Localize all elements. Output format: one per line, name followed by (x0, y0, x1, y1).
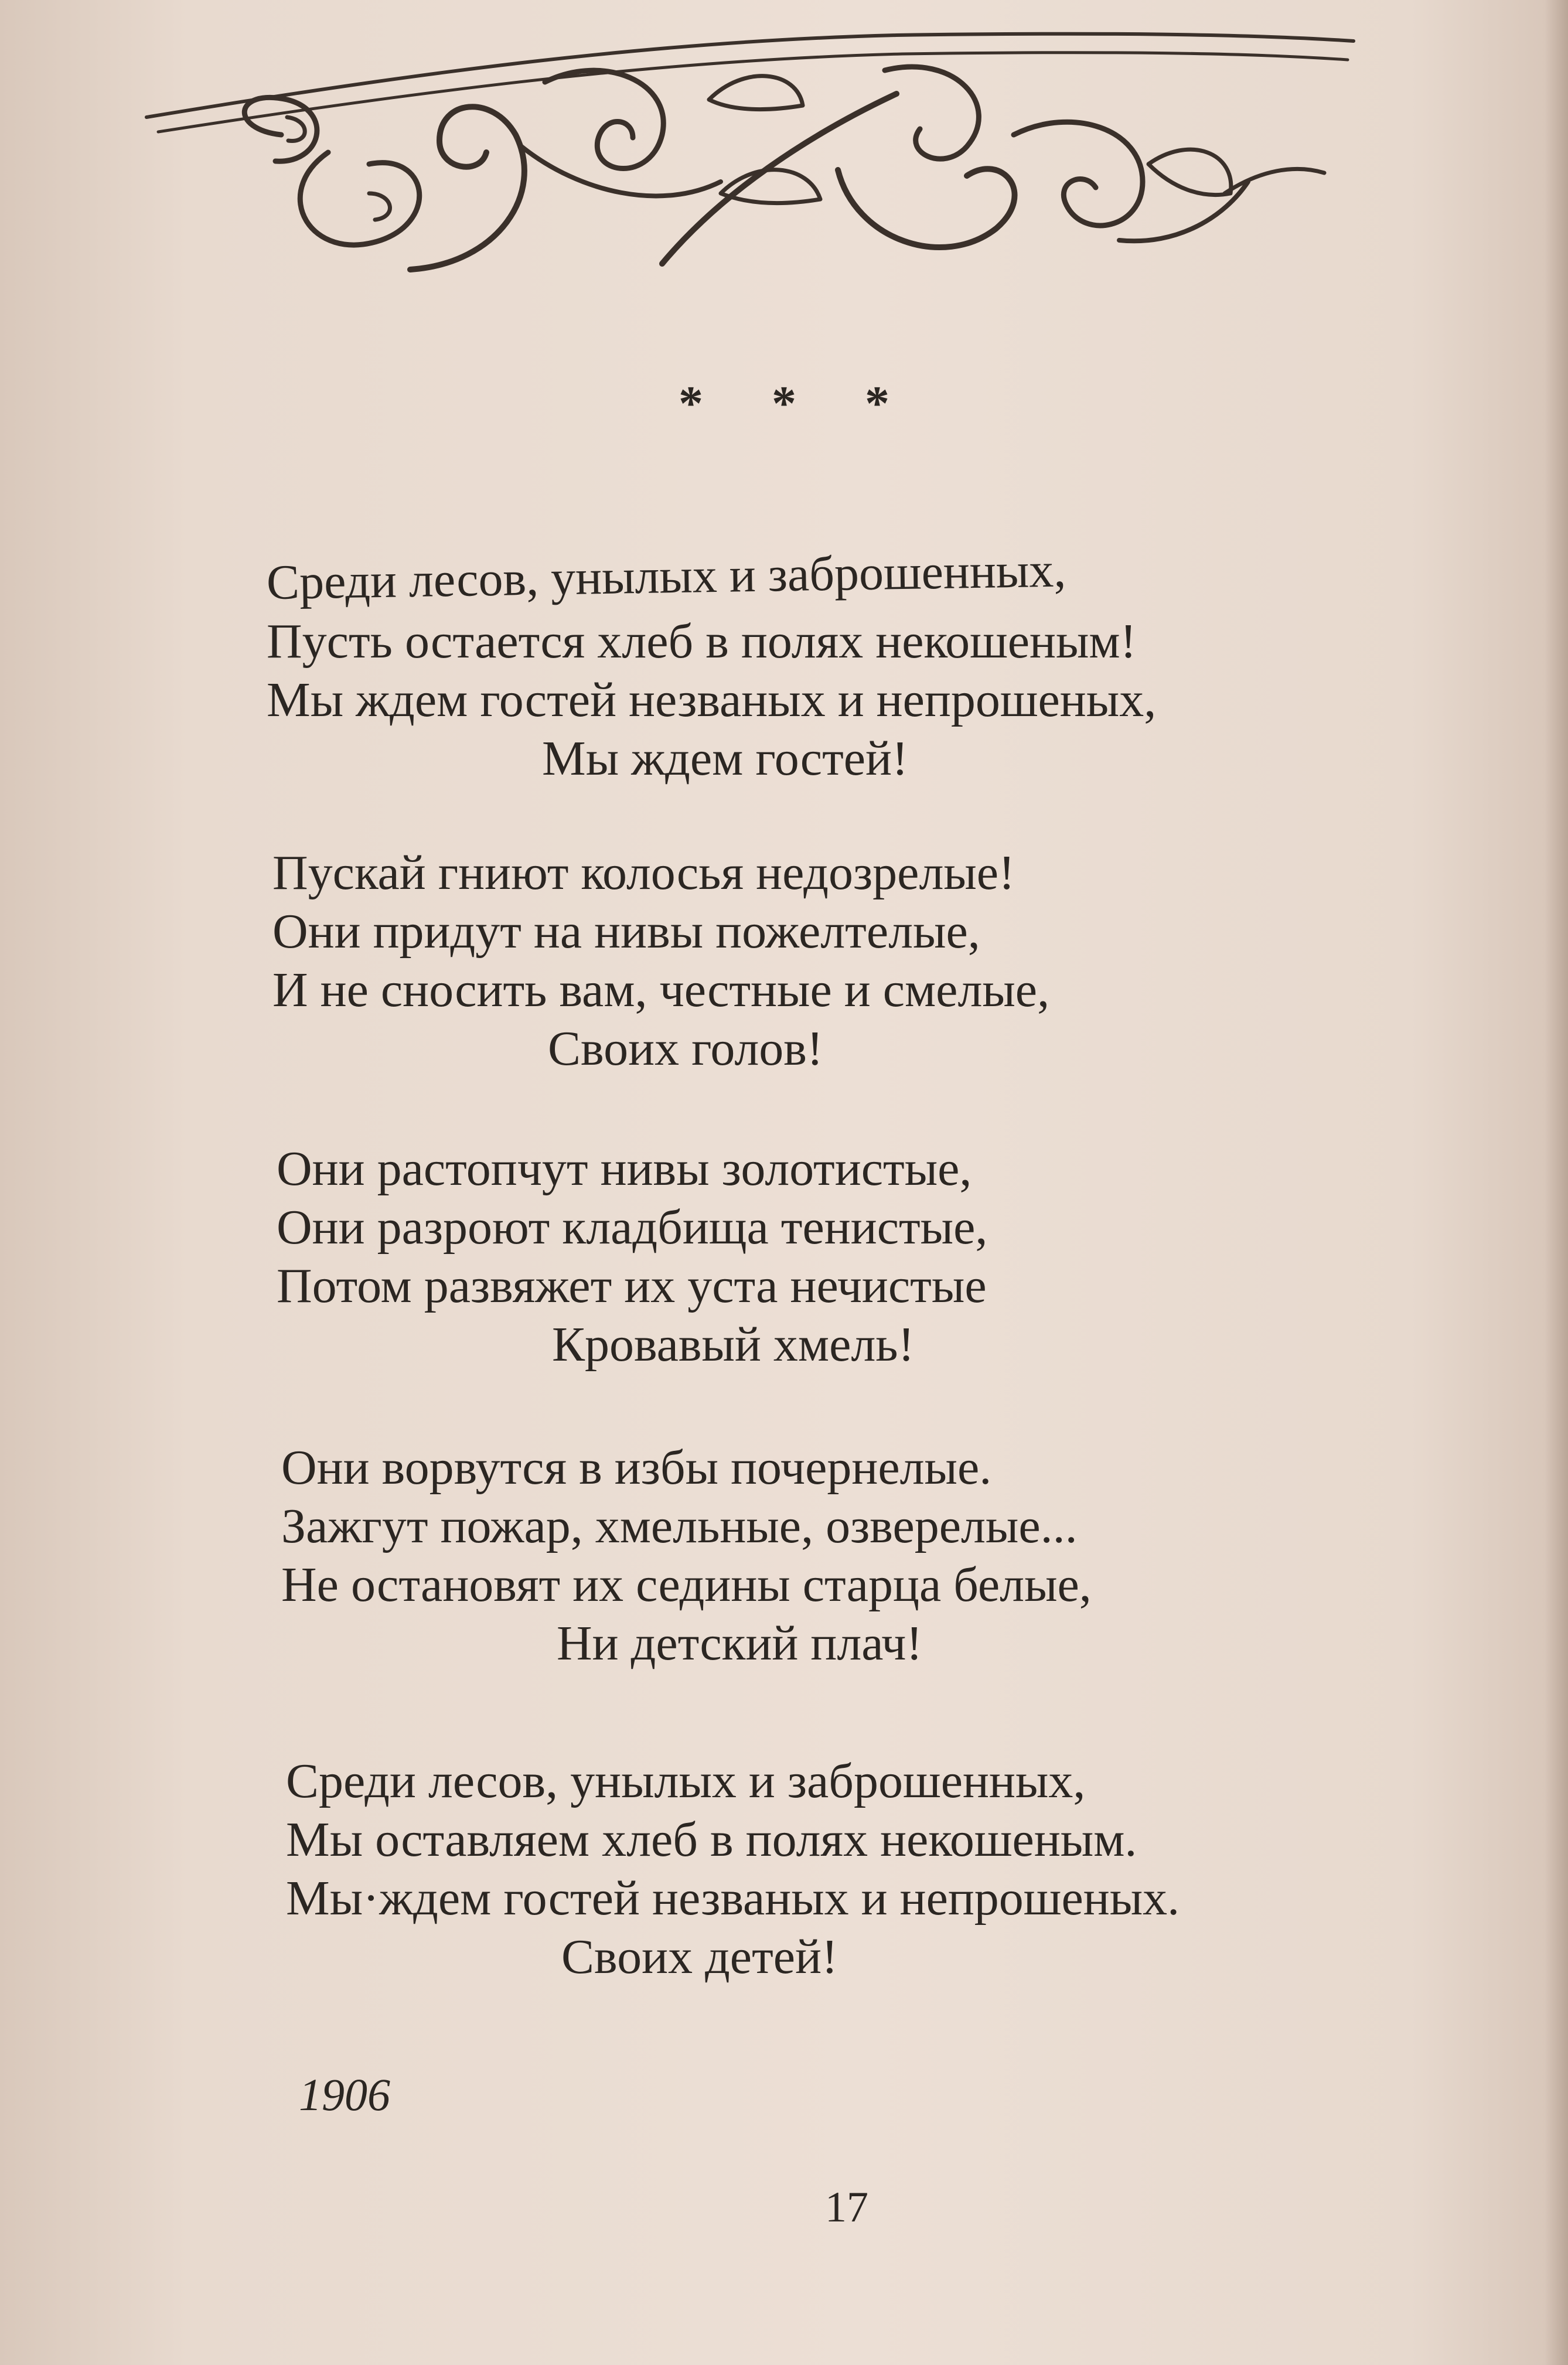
stanza (266, 543, 1157, 788)
poem-refrain: Кровавый хмель! (552, 1317, 915, 1372)
stanza (286, 1752, 1180, 1986)
poem-line: Они ворвутся в избы почернелые. (281, 1440, 992, 1495)
poem-line: И не сносить вам, честные и смелые, (272, 963, 1050, 1017)
poem-line: Зажгут пожар, хмельные, озверелые... (281, 1499, 1078, 1553)
poem-refrain: Своих голов! (548, 1021, 823, 1076)
stanza (272, 844, 1049, 1078)
poem-line: Среди лесов, унылых и заброшенных, (266, 543, 1066, 610)
poem-line: Среди лесов, унылых и заброшенных, (286, 1754, 1086, 1808)
stanza (281, 1439, 1092, 1673)
poem-line: Пускай гниют колосья недозрелые! (272, 846, 1015, 900)
poem-line: Они разроют кладбища тенистые, (277, 1200, 988, 1255)
poem-line: Не остановят их седины старца белые, (281, 1558, 1092, 1612)
scroll-flourish-icon (135, 18, 1365, 299)
page-number: 17 (825, 2183, 868, 2231)
stanza (277, 1140, 987, 1374)
poem-refrain: Мы ждем гостей! (542, 731, 908, 786)
poem-line: Они придут на нивы пожелтелые, (272, 904, 980, 959)
poem-refrain: Ни детский плач! (557, 1616, 923, 1671)
section-separator: * * * (679, 376, 918, 431)
poem-date: 1906 (299, 2069, 390, 2120)
poem-line: Мы·ждем гостей незваных и непрошеных. (286, 1871, 1180, 1926)
poem-line: Потом развяжет их уста нечистые (277, 1259, 987, 1313)
poem-refrain: Своих детей! (561, 1930, 838, 1984)
page-edge-shadow (1545, 0, 1568, 2365)
poem-line: Пусть остается хлеб в полях некошеным! (267, 614, 1137, 669)
poem-line: Они растопчут нивы золотистые, (277, 1141, 972, 1196)
poem-line: Мы оставляем хлеб в полях некошеным. (286, 1812, 1137, 1867)
poem-line: Мы ждем гостей незваных и непрошеных, (267, 673, 1157, 727)
